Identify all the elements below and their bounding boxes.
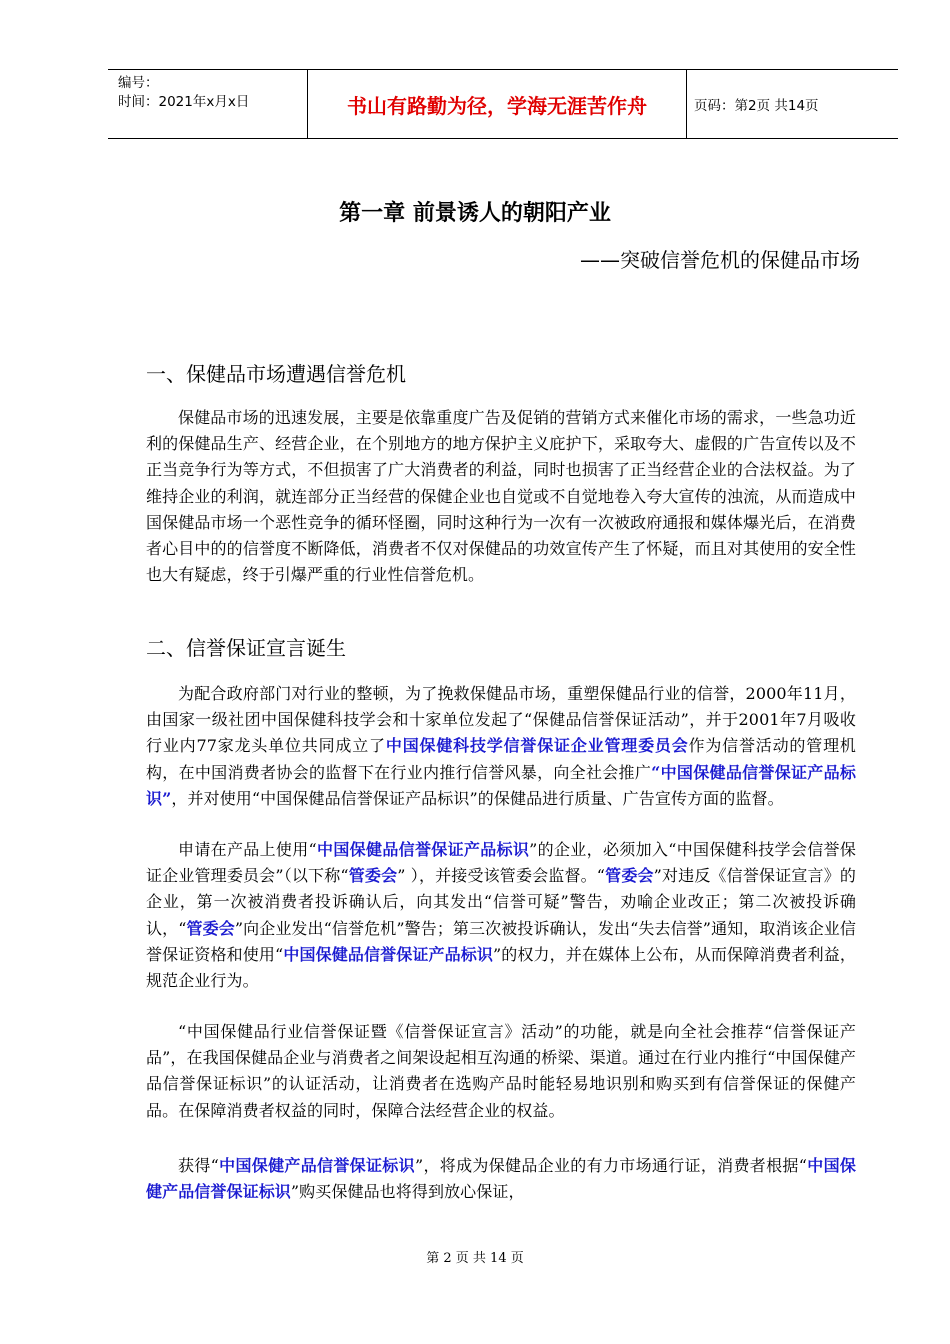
section-heading-1: 一、保健品市场遭遇信誉危机 [146,362,406,386]
body-paragraph [146,1153,856,1205]
section-heading-2: 二、信誉保证宣言诞生 [146,636,346,660]
header-meta-cell [108,70,308,138]
paragraph-text: ，并对使用“中国保健品信誉保证产品标识”的保健品进行质量、广告宣传方面的监督。 [171,788,784,808]
highlighted-term: 中国保健产品信誉保证标识 [218,1156,415,1175]
motto-text: 书山有路勤为径，学海无涯苦作舟 [347,93,647,118]
highlighted-term: 中国保健科技学信誉保证企业管理委员会 [385,736,689,756]
paragraph-text: ”购买保健品也将得到放心保证， [290,1182,525,1202]
paragraph-text: ”向企业发出“信誉危机”警告；第三次被投诉确认，发出“失去信誉”通知，取消该企业信誉保证资格和使用“ [146,918,857,964]
paragraph-text: ” ），并接受该管委会监督。“ [397,866,606,886]
paragraph-text: ”对违反《信誉保证宣言》的企业，第一次被消费者投诉确认后，向其发出“信誉可疑”警告，劝喻企业改正；第二次被投诉确认，“ [146,866,856,938]
paragraph-text: 申请在产品上使用“ [178,840,317,859]
paragraph-text: “中国保健品行业信誉保证暨《信誉保证宣言》活动”的功能，就是向全社会推荐“信誉保证产品”，在我国保健品企业与消费者之间架设起相互沟通的桥梁、渠道。通过在行业内推行“中国保健产品信誉保证标识”的认证活动，让消费者在选购产品时能轻易地识别和购买到有信誉保证的保健产品。在保障消费者权益的同时，保障合法经营企业的权益。 [146,1022,856,1120]
paragraph-text: 获得“ [178,1156,219,1175]
chapter-subtitle: ——突破信誉危机的保健品市场 [580,248,860,272]
highlighted-term: 管委会 [605,866,654,886]
body-paragraph [146,837,856,994]
highlighted-term: “中国保健品信誉保证产品标识” [146,762,856,808]
highlighted-term: 管委会 [186,918,235,938]
paragraph-text: 保健品市场的迅速发展，主要是依靠重度广告及促销的营销方式来催化市场的需求，一些急功近利的保健品生产、经营企业，在个别地方的地方保护主义庇护下，采取夸大、虚假的广告宣传以及不正当竞争行为等方式，不但损害了广大消费者的利益，同时也损害了正当经营企业的合法权益。为了维持企业的利润，就连部分正当经营的保健企业也自觉或不自觉地卷入夸大宣传的浊流，从而造成中国保健品市场一个恶性竞争的循环怪圈，同时这种行为一次有一次被政府通报和媒体爆光后，在消费者心目中的的信誉度不断降低，消费者不仅对保健品的功效宣传产生了怀疑，而且对其使用的安全性也大有疑虑，终于引爆严重的行业性信誉危机。 [146,408,856,585]
highlighted-term: 中国保健品信誉保证产品标识 [283,944,493,964]
body-paragraph [146,405,856,588]
page-footer: 第 2 页 共 14 页 [426,1251,524,1266]
highlighted-term: 管委会 [348,866,398,886]
page-info-text: 页码：第2页 共14页 [694,98,819,114]
highlighted-term: 中国保健品信誉保证产品标识 [316,840,530,859]
motto-cell [308,70,687,138]
highlighted-term: 中国保健产品信誉保证标识 [146,1156,856,1202]
chapter-title: 第一章 前景诱人的朝阳产业 [339,201,611,226]
paragraph-text: 为配合政府部门对行业的整顿，为了挽救保健品市场，重塑保健品行业的信誉，2000年11月，由国家一级社团中国保健科技学会和十家单位发起了“保健品信誉保证活动”，并于2001年7月吸收行业内77家龙头单位共同成立了 [146,684,856,756]
body-paragraph [146,1019,856,1124]
number-label: 编号： [118,75,159,91]
paragraph-text: ”，将成为保健品企业的有力市场通行证，消费者根据“ [414,1156,808,1175]
body-paragraph [146,681,856,812]
time-label: 时间：2021年x月x日 [118,94,250,110]
page-info-cell [686,70,898,138]
paragraph-text: ”的企业，必须加入“中国保健科技学会信誉保证企业管理委员会”（以下称“ [146,840,856,886]
paragraph-text: ”的权力，并在媒体上公布，从而保障消费者利益，规范企业行为。 [146,944,856,991]
page-header-table [108,69,898,139]
paragraph-text: 作为信誉活动的管理机构，在中国消费者协会的监督下在行业内推行信誉风暴，向全社会推广 [146,736,856,782]
